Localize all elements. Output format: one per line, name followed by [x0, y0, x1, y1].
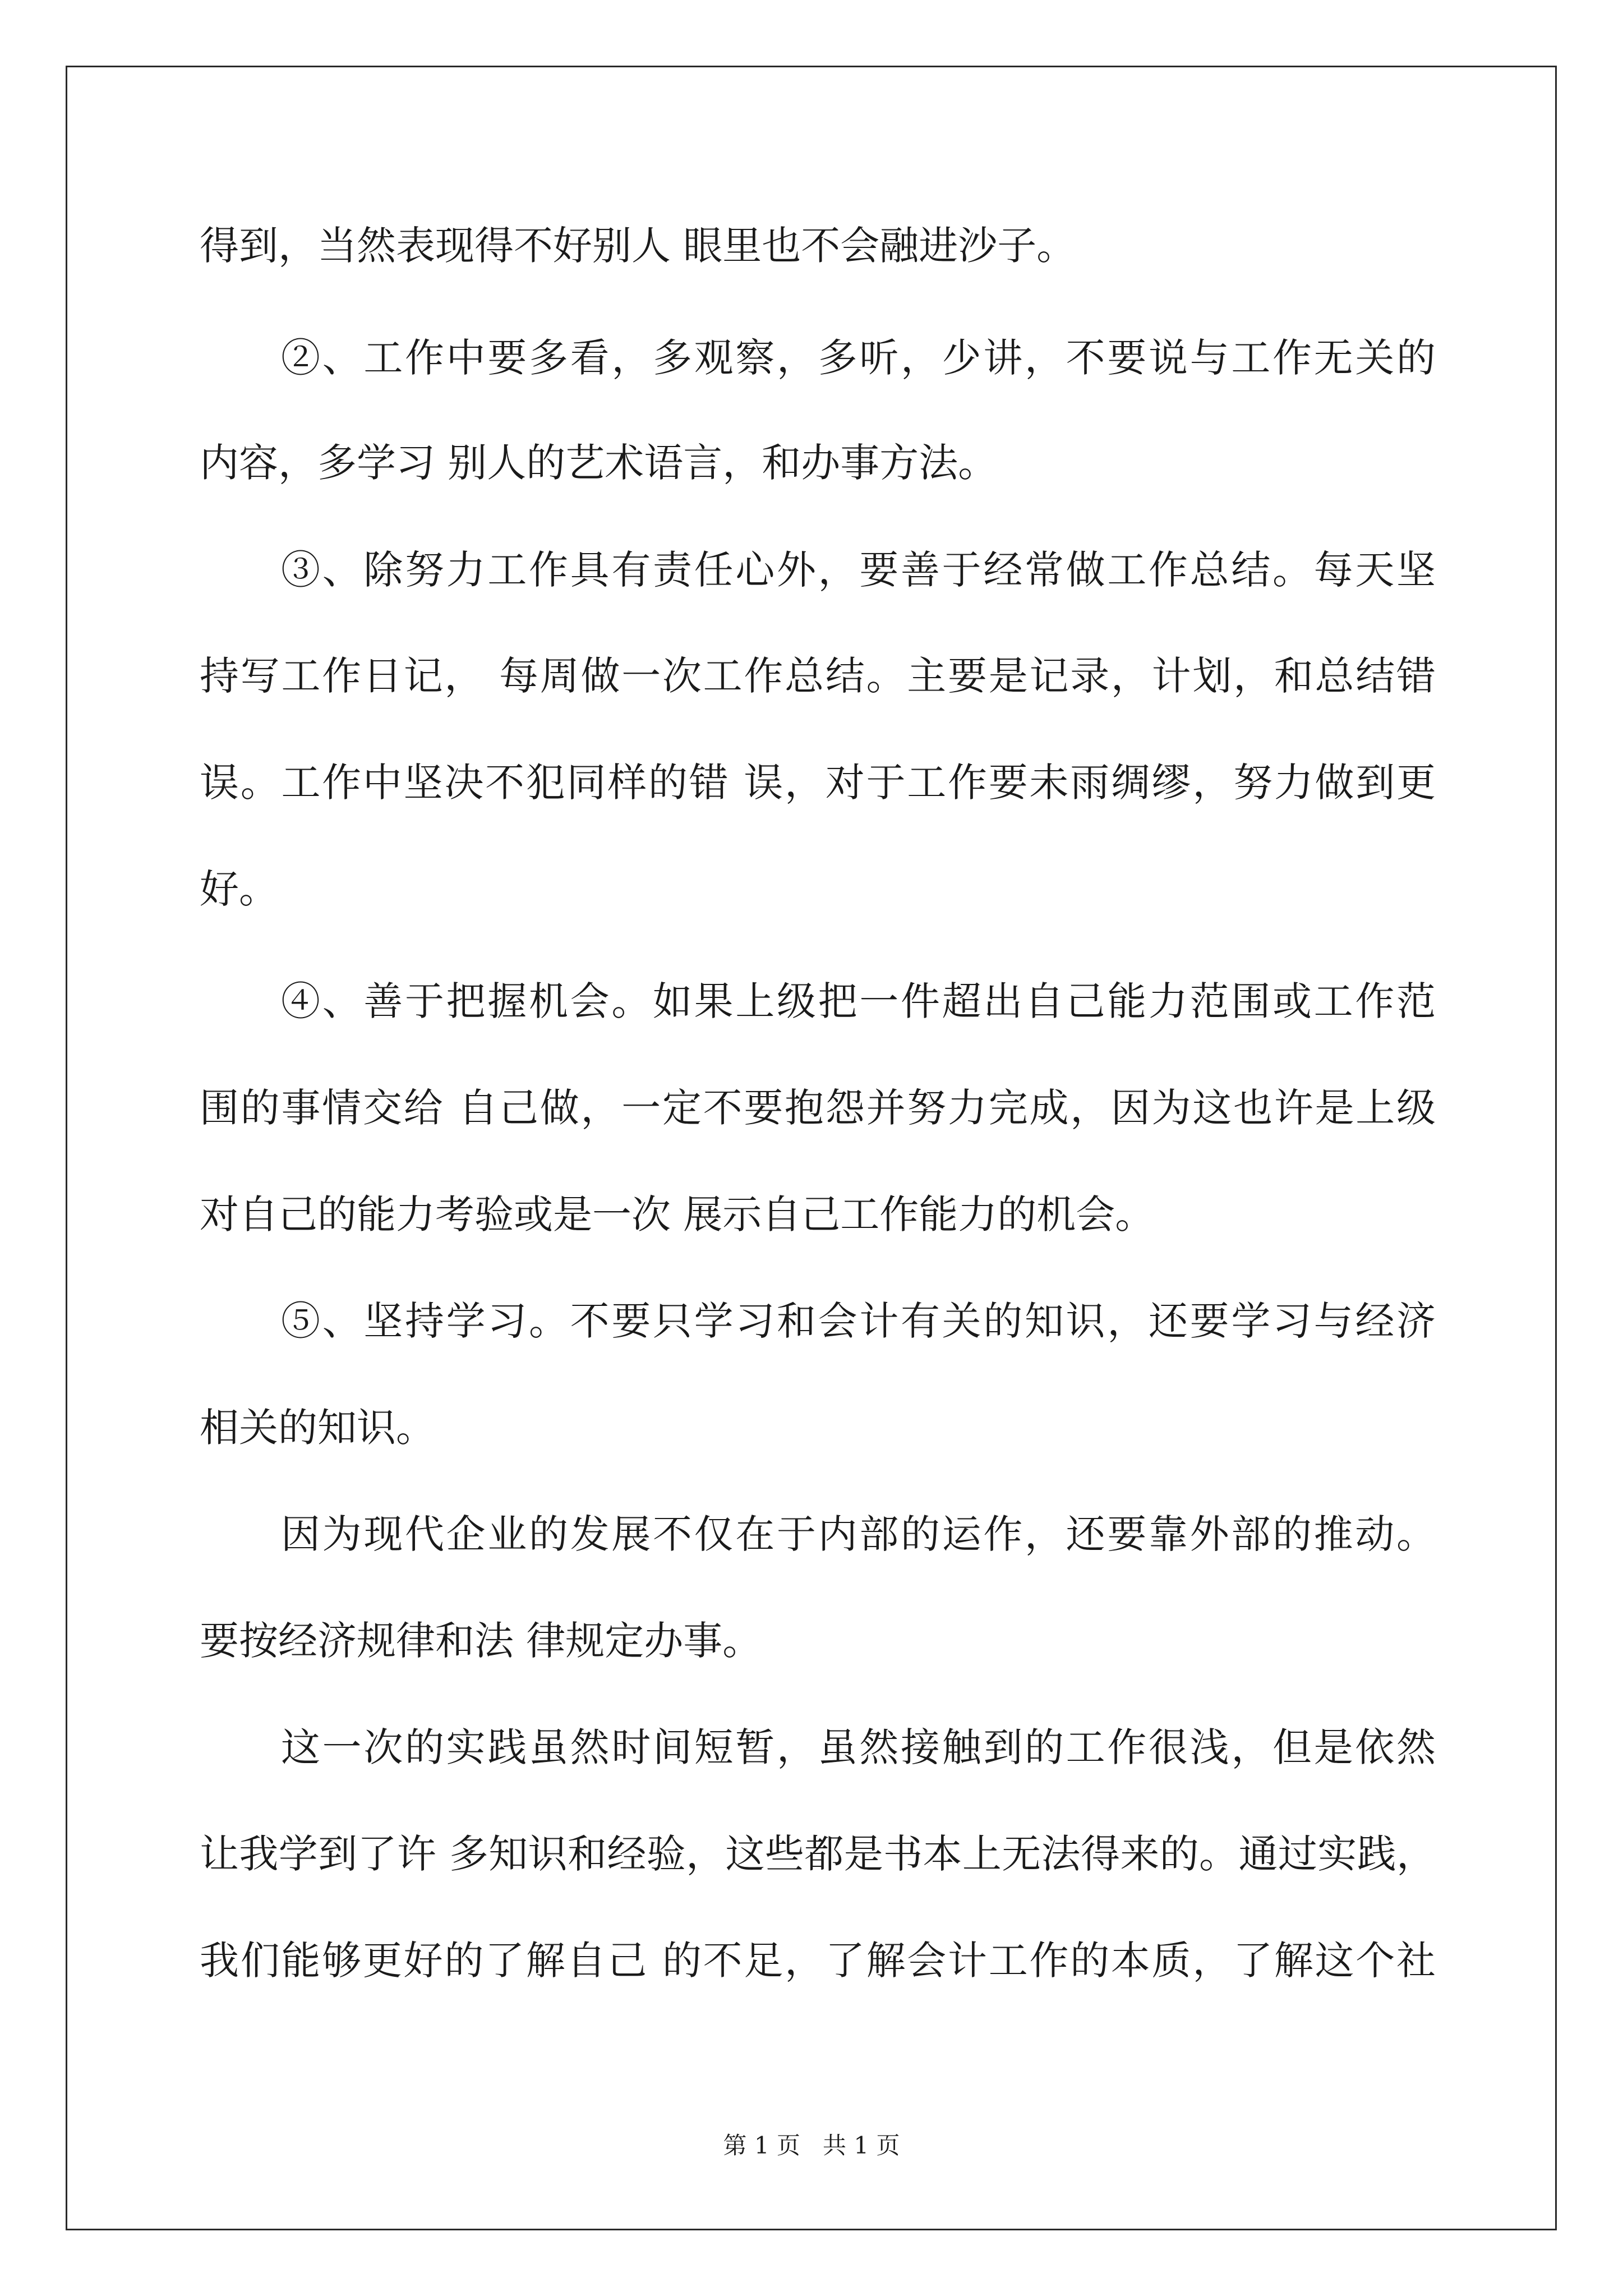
text-line-4: ③、除努力工作具有责任心外，要善于经常做工作总结。每天坚 [281, 547, 1436, 593]
text-line-6: 误。工作中坚决不犯同样的错 误，对于工作要未雨绸缪，努力做到更 [200, 760, 1436, 806]
page-border [66, 66, 1557, 2230]
text-line-15: 这一次的实践虽然时间短暂，虽然接触到的工作很浅，但是依然 [281, 1724, 1436, 1770]
text-line-8: ④、善于把握机会。如果上级把一件超出自己能力范围或工作范 [281, 978, 1436, 1024]
text-line-14: 要按经济规律和法 律规定办事。 [200, 1618, 762, 1664]
text-line-17: 我们能够更好的了解自己 的不足，了解会计工作的本质，了解这个社 [200, 1938, 1436, 1984]
page-footer: 第 1 页 共 1 页 [723, 2132, 900, 2159]
text-line-5: 持写工作日记， 每周做一次工作总结。主要是记录，计划，和总结错 [200, 653, 1436, 699]
text-line-9: 围的事情交给 自己做，一定不要抱怨并努力完成，因为这也许是上级 [200, 1085, 1436, 1131]
text-line-11: ⑤、坚持学习。不要只学习和会计有关的知识，还要学习与经济 [281, 1298, 1436, 1344]
text-line-10: 对自己的能力考验或是一次 展示自己工作能力的机会。 [200, 1191, 1155, 1237]
text-line-7: 好。 [200, 866, 278, 912]
text-line-16: 让我学到了许 多知识和经验，这些都是书本上无法得来的。通过实践， [200, 1831, 1436, 1877]
text-line-13: 因为现代企业的发展不仅在于内部的运作，还要靠外部的推动。 [281, 1511, 1436, 1557]
text-line-2: ②、工作中要多看，多观察，多听，少讲，不要说与工作无关的 [281, 335, 1436, 381]
text-line-1: 得到，当然表现得不好别人 眼里也不会融进沙子。 [200, 223, 1076, 269]
text-line-12: 相关的知识。 [200, 1405, 435, 1451]
text-line-3: 内容，多学习 别人的艺术语言，和办事方法。 [200, 440, 998, 486]
